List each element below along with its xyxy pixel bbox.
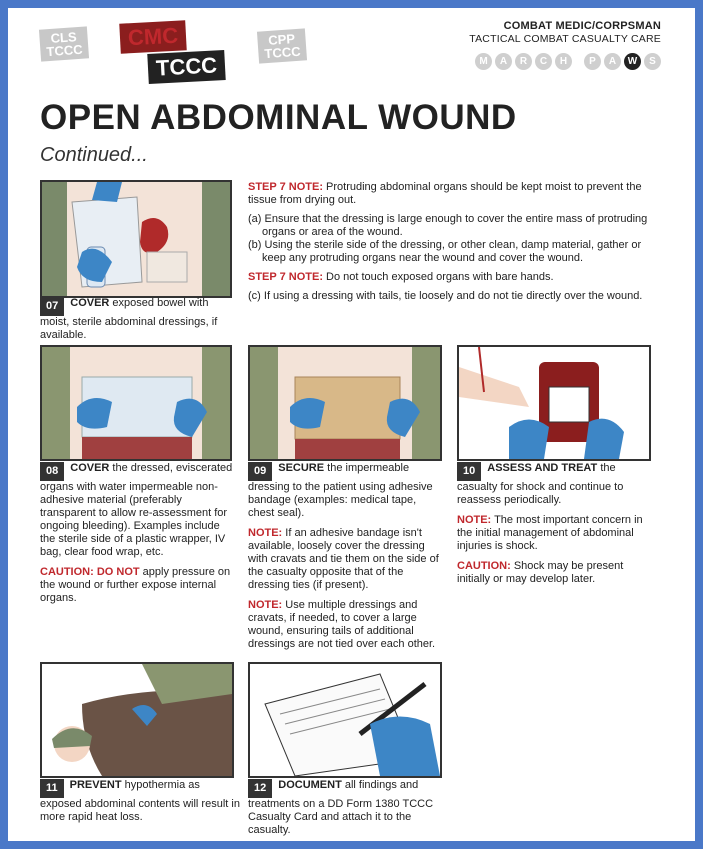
step10-caption: 10 ASSESS AND TREAT the casualty for shock and continue to reassess periodically. NOTE: The most important concern in the initial management of abdominal injuries is shock. CAUTION: Shock may be present initially or may develop later. xyxy=(457,462,643,585)
page-subtitle: Continued... xyxy=(40,144,148,166)
step9-caption: 09 SECURE the impermeable dressing to the patient using adhesive bandage (examples: medical tape, chest seal). NOTE: If an adhesive bandage isn't available, loosely cover the dressing with cravats and tie them on the side of the casualty opposite that of the dressing ties (if present). NOTE: Use multiple dressings and cravats, if needed, to cover a large wound, ensuring tails of additional dressings are not tied over each other. xyxy=(248,462,439,650)
step7-illustration xyxy=(40,180,232,298)
step7-notes: STEP 7 NOTE: Protruding abdominal organs should be kept moist to prevent the tissue from drying out. (a) Ensure that the dressing is large enough to cover the entire mass of protruding organs or area of the wound. (b) Using the sterile side of the dressing, or other clean, damp material, gather or keep any protruding organs near the wound and cover the wound. STEP 7 NOTE: Do not touch exposed organs with bare hands. (c) If using a dressing with tails, tie loosely and do not tie directly over the wound. xyxy=(248,181,648,302)
march-letter: A xyxy=(604,53,621,70)
march-paws xyxy=(475,53,661,70)
march-letter-active: W xyxy=(624,53,641,70)
cls-badge: CLS TCCC xyxy=(39,26,89,61)
step10-illustration xyxy=(457,345,651,461)
march-letter: R xyxy=(515,53,532,70)
march-letter: C xyxy=(535,53,552,70)
step12-illustration xyxy=(248,662,442,778)
org-header xyxy=(469,20,661,45)
step8-illustration xyxy=(40,345,232,461)
org-line2: TACTICAL COMBAT CASUALTY CARE xyxy=(469,33,661,45)
org-line1: COMBAT MEDIC/CORPSMAN xyxy=(503,20,661,32)
page-title: OPEN ABDOMINAL WOUND xyxy=(40,98,517,137)
step-number: 07 xyxy=(40,297,64,316)
step12-caption: 12 DOCUMENT all findings and treatments on a DD Form 1380 TCCC Casualty Card and attach it to the casualty. xyxy=(248,779,434,836)
march-letter: H xyxy=(555,53,572,70)
march-letter: M xyxy=(475,53,492,70)
step9-illustration xyxy=(248,345,442,461)
march-letter: P xyxy=(584,53,601,70)
cmc-badge: CMC xyxy=(119,20,187,53)
step11-illustration xyxy=(40,662,234,778)
march-letter: S xyxy=(644,53,661,70)
step8-caption: 08 COVER the dressed, eviscerated organs with water impermeable non-adhesive material (preferably transparent to allow re-assessment for ongoing bleeding). Examples include the sterile side of a plastic wrapper, IV bag, clear food wrap, etc. CAUTION: DO NOT apply pressure on the wound or further expose internal organs. xyxy=(40,462,233,604)
step11-caption: 11 PREVENT hypothermia as exposed abdominal contents will result in more rapid heat loss. xyxy=(40,779,240,823)
tccc-badge: TCCC xyxy=(147,50,226,84)
step7-caption: 07 COVER exposed bowel with moist, sterile abdominal dressings, if available. xyxy=(40,297,218,341)
page xyxy=(8,8,695,841)
cpp-badge: CPP TCCC xyxy=(257,28,307,63)
march-letter: A xyxy=(495,53,512,70)
